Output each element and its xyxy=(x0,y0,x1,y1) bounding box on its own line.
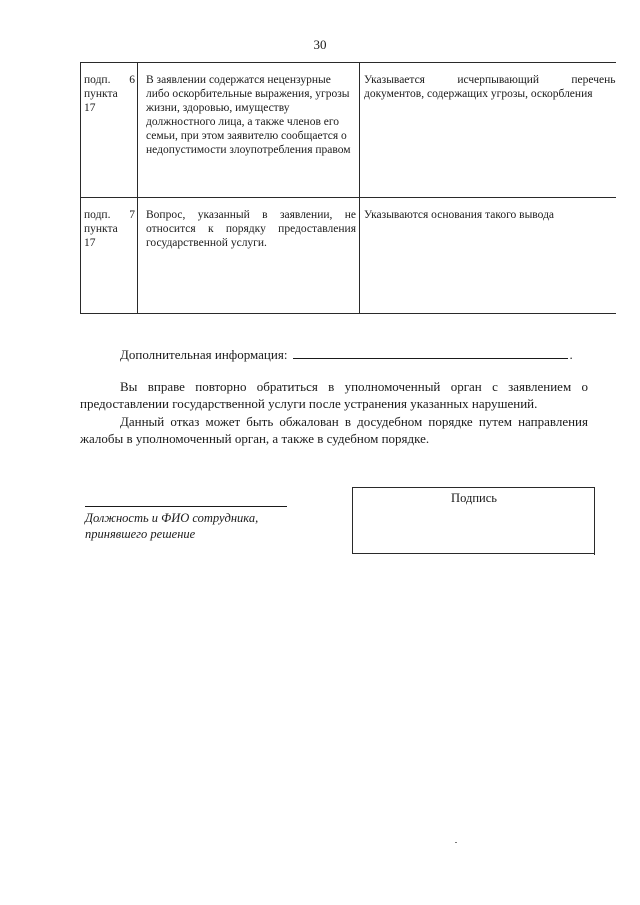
signature-label: Подпись xyxy=(451,491,497,505)
table-cell-reason xyxy=(138,198,360,314)
additional-info-period: . xyxy=(569,347,573,362)
additional-info-blank[interactable] xyxy=(293,348,568,359)
reference-number: 6 xyxy=(129,74,135,86)
table-cell-reference xyxy=(81,63,138,198)
table-row xyxy=(81,198,616,314)
reference-prefix: подп. xyxy=(84,74,111,86)
reason-text: В заявлении содержатся нецензурные либо оскорбительные выражения, угрозы жизни, здоровью, имуществу должностного лица, а также членов его семьи, при этом заявителю сообщается о недопустимости злоупотребления правом xyxy=(146,74,351,156)
table-cell-explanation xyxy=(360,198,616,314)
refusal-grounds-table xyxy=(80,62,616,314)
official-signature-line xyxy=(85,506,287,507)
reference-clause: пункта 17 xyxy=(84,88,118,114)
additional-info-line xyxy=(120,347,573,363)
explanation-text: Указываются основания такого вывода xyxy=(364,209,555,221)
reference-prefix: подп. xyxy=(84,209,111,221)
body-text xyxy=(80,378,588,448)
signature-box[interactable] xyxy=(352,487,595,554)
reapply-paragraph: Вы вправе повторно обратиться в уполномоченный орган с заявлением о предоставлении государственной услуги после устранения указанных нарушений. xyxy=(80,379,588,411)
official-caption-text: Должность и ФИО сотрудника, принявшего решение xyxy=(85,511,259,541)
official-caption xyxy=(85,510,305,542)
table-cell-explanation xyxy=(360,63,616,198)
table-row xyxy=(81,63,616,198)
additional-info-label: Дополнительная информация: xyxy=(120,347,288,362)
explanation-text: Указывается исчерпывающий перечень документов, содержащих угрозы, оскорбления xyxy=(364,74,616,100)
table-cell-reference xyxy=(81,198,138,314)
appeal-paragraph: Данный отказ может быть обжалован в досудебном порядке путем направления жалобы в уполномоченный орган, а также в судебном порядке. xyxy=(80,414,588,446)
reason-text: Вопрос, указанный в заявлении, не относится к порядку предоставления государственной услуги. xyxy=(146,209,356,249)
page-number: 30 xyxy=(313,37,327,52)
scan-speck xyxy=(455,842,457,843)
reference-clause: пункта 17 xyxy=(84,223,118,249)
table-cell-reason xyxy=(138,63,360,198)
reference-number: 7 xyxy=(129,209,135,221)
